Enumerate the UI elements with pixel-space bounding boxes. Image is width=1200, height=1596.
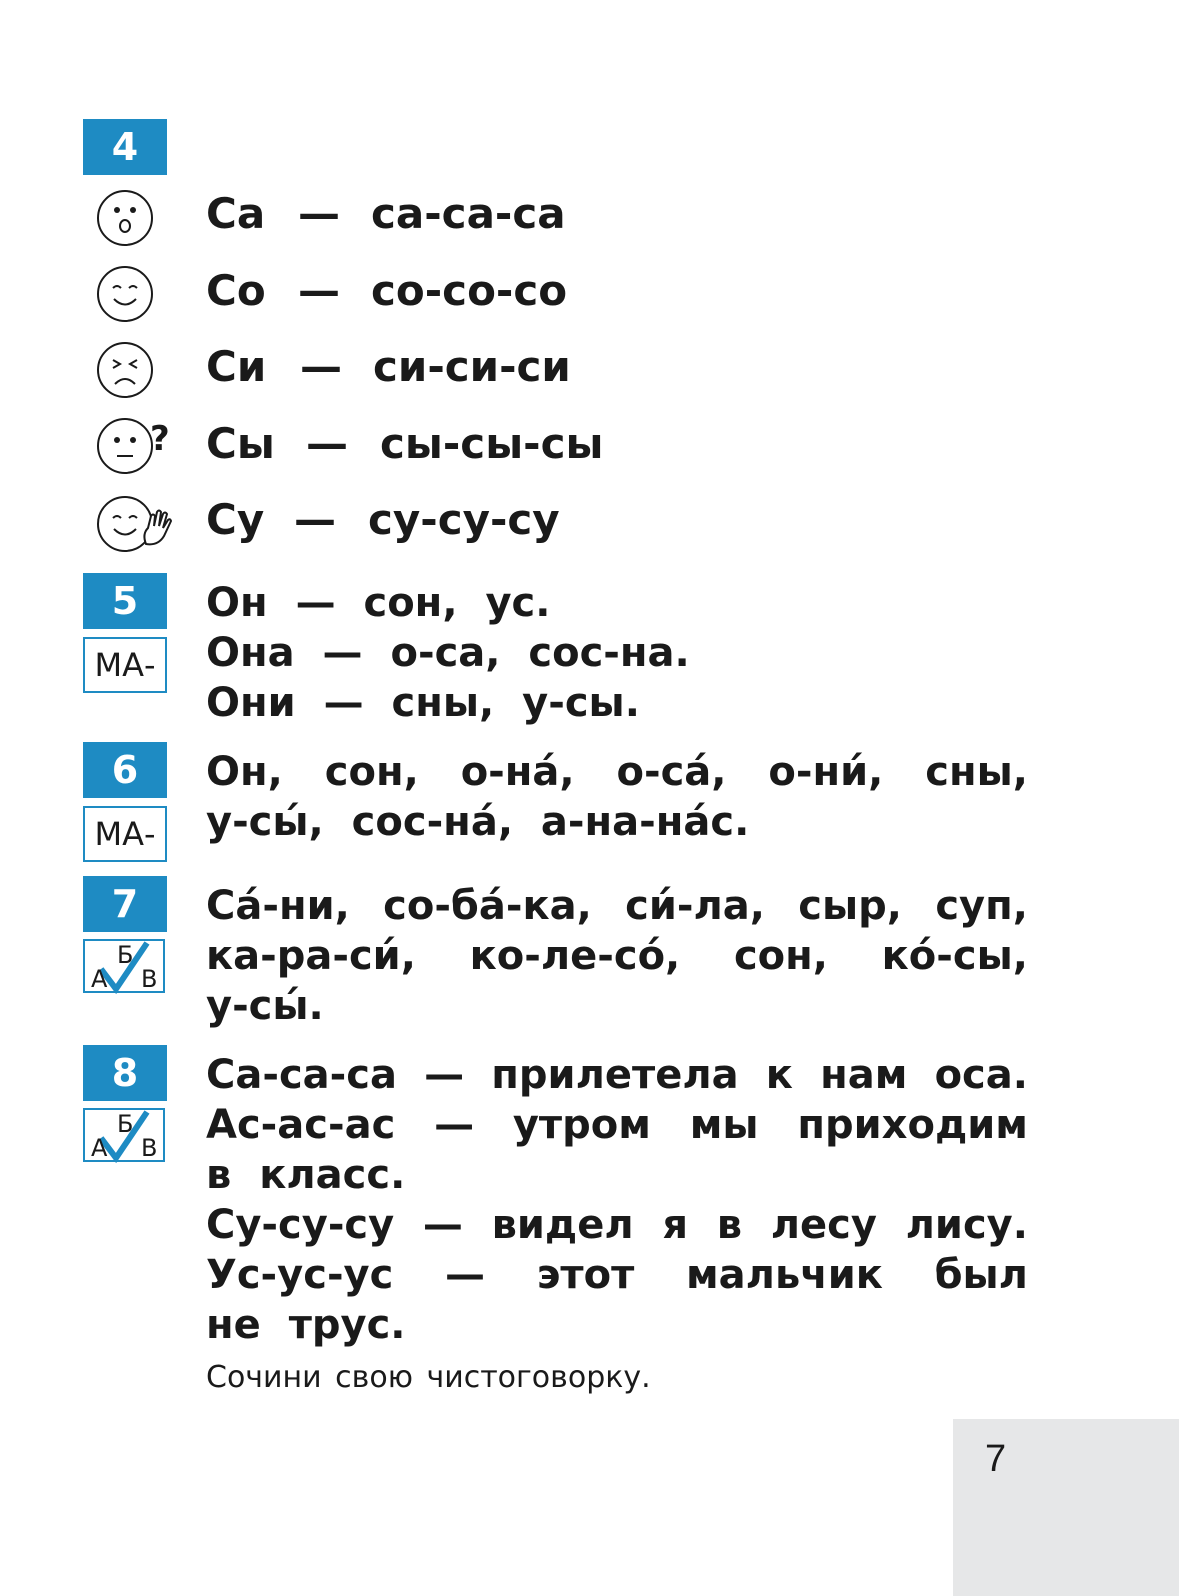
read-syllables-badge: МА- (83, 806, 167, 862)
abv-letter: А (91, 965, 108, 993)
text-line: у-сы́, сос-на́, а-на-на́с. (206, 799, 750, 845)
text-line: Ус-ус-ус — этот мальчик был (206, 1252, 1028, 1298)
abv-letter: Б (117, 1110, 134, 1138)
surprised-face-icon (96, 188, 156, 248)
dash: — (306, 419, 348, 468)
syllable-right: со-со-со (371, 266, 568, 315)
text-line: в класс. (206, 1152, 406, 1198)
dash: — (294, 495, 336, 544)
exercise-number-8: 8 (83, 1045, 167, 1101)
exercise-number-6: 6 (83, 742, 167, 798)
syllable-right: са-са-са (371, 189, 566, 238)
stress-check-badge (83, 1108, 167, 1164)
dash: — (300, 342, 342, 391)
text-line: Он, сон, о-на́, о-са́, о-ни́, сны, (206, 749, 1028, 795)
dash: — (298, 266, 340, 315)
abv-letter: В (141, 1134, 158, 1162)
syllable-left: Су (206, 495, 265, 544)
syllable-left: Сы (206, 419, 275, 468)
waving-face-icon (96, 494, 180, 554)
text-line: Са-са-са — прилетела к нам оса. (206, 1052, 1028, 1098)
syllable-right: си-си-си (373, 342, 571, 391)
exercise-number-4: 4 (83, 119, 167, 175)
smiling-face-icon (96, 264, 156, 324)
text-line: не трус. (206, 1302, 406, 1348)
text-line: Они — сны, у-сы. (206, 680, 640, 726)
text-line: у-сы́. (206, 983, 324, 1029)
syllable-right: сы-сы-сы (380, 419, 604, 468)
syllable-left: Са (206, 189, 266, 238)
text-line: ка-ра-си́, ко-ле-со́, сон, ко́-сы, (206, 933, 1028, 979)
abv-letter: В (141, 965, 158, 993)
abv-letter: Б (117, 941, 134, 969)
svg-text:?: ? (150, 419, 170, 459)
page-number: 7 (985, 1438, 1007, 1480)
syllable-right: су-су-су (368, 495, 560, 544)
question-face-icon (96, 416, 176, 476)
text-line: Она — о-са, сос-на. (206, 630, 690, 676)
stress-check-badge (83, 939, 167, 995)
syllable-left: Со (206, 266, 266, 315)
read-syllables-badge: МА- (83, 637, 167, 693)
text-line: Ас-ас-ас — утром мы приходим (206, 1102, 1028, 1148)
task-instruction: Сочини свою чистоговорку. (206, 1360, 651, 1395)
exercise-number-7: 7 (83, 876, 167, 932)
abv-letter: А (91, 1134, 108, 1162)
dash: — (298, 189, 340, 238)
syllable-left: Си (206, 342, 267, 391)
text-line: Он — сон, ус. (206, 580, 551, 626)
exercise-number-5: 5 (83, 573, 167, 629)
text-line: Су-су-су — видел я в лесу лису. (206, 1202, 1028, 1248)
crying-face-icon (96, 340, 156, 400)
text-line: Са́-ни, со-ба́-ка, си́-ла, сыр, суп, (206, 883, 1028, 929)
